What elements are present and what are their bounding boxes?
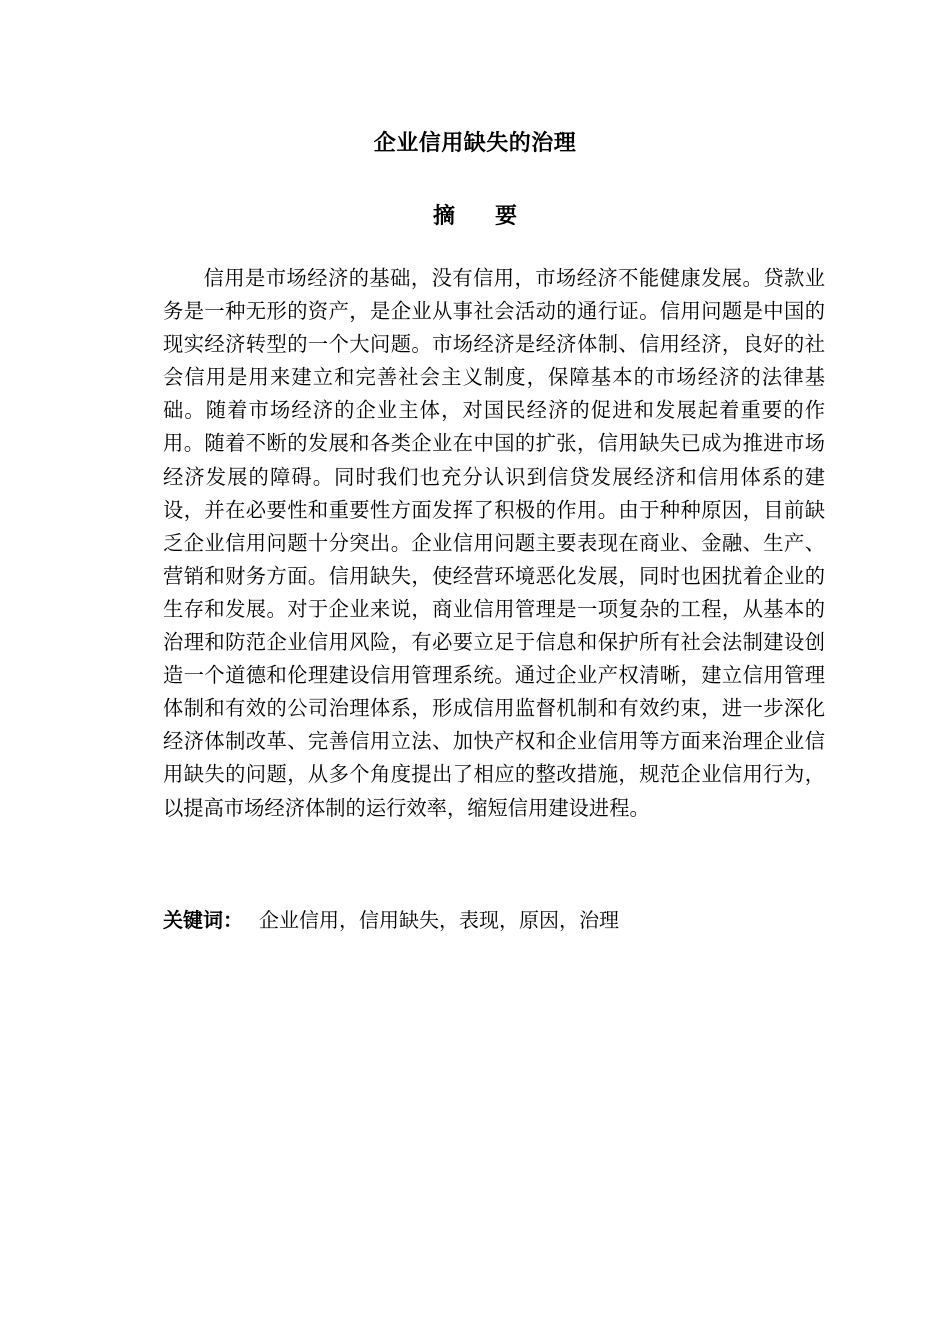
keywords-line	[163, 903, 825, 937]
document-title: 企业信用缺失的治理	[373, 131, 577, 156]
keywords-label: 关键词：	[163, 908, 243, 932]
keywords-value: 企业信用，信用缺失，表现，原因，治理	[259, 908, 619, 932]
abstract-paragraph: 信用是市场经济的基础，没有信用，市场经济不能健康发展。贷款业务是一种无形的资产，是企业从事社会活动的通行证。信用问题是中国的现实经济转型的一个大问题。市场经济是经济体制、信用经济，良好的社会信用是用来建立和完善社会主义制度，保障基本的市场经济的法律基础。随着市场经济的企业主体，对国民经济的促进和发展起着重要的作用。随着不断的发展和各类企业在中国的扩张，信用缺失已成为推进市场经济发展的障碍。同时我们也充分认识到信贷发展经济和信用体系的建设，并在必要性和重要性方面发挥了积极的作用。由于种种原因，目前缺乏企业信用问题十分突出。企业信用问题主要表现在商业、金融、生产、营销和财务方面。信用缺失，使经营环境恶化发展，同时也困扰着企业的生存和发展。对于企业来说，商业信用管理是一项复杂的工程，从基本的治理和防范企业信用风险，有必要立足于信息和保护所有社会法制建设创造一个道德和伦理建设信用管理系统。通过企业产权清晰，建立信用管理体制和有效的公司治理体系，形成信用监督机制和有效约束，进一步深化经济体制改革、完善信用立法、加快产权和企业信用等方面来治理企业信用缺失的问题，从多个角度提出了相应的整改措施，规范企业信用行为，以提高市场经济体制的运行效率，缩短信用建设进程。	[163, 266, 825, 820]
abstract-heading: 摘要	[432, 204, 557, 229]
